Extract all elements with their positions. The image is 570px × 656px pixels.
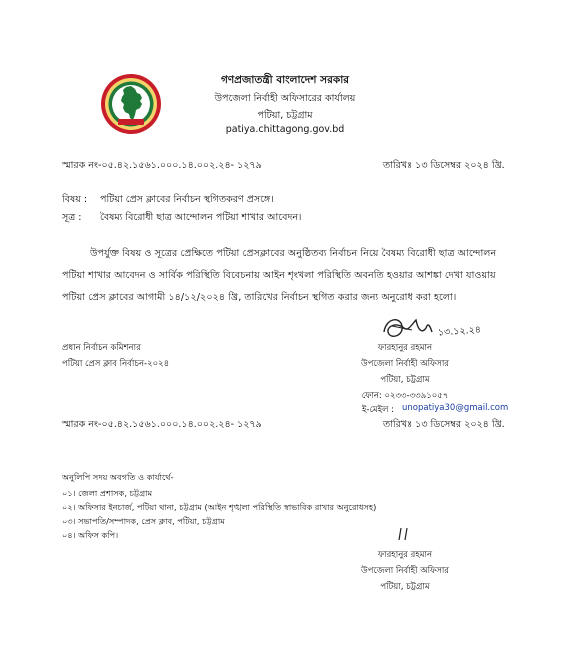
cc-item-2: ০২। অফিসার ইনচার্জ, পটিয়া থানা, চট্টগ্রাম (আইন শৃঙ্খলা পরিস্থিতি স্বাভাবিক রাখার অনুরোধসহ) — [62, 502, 377, 512]
body-line-2: পটিয়া শাখার আবেদন ও সার্বিক পরিস্থিতি বিবেচনায় আইন শৃংখলা পরিস্থিতি অবনতি হওয়ার আশঙ্কা দেখা যাওয়ায় — [62, 270, 496, 281]
website-link[interactable]: patiya.chittagong.gov.bd — [225, 124, 345, 135]
body-line-1: উপর্যুক্ত বিষয় ও সূত্রের প্রেক্ষিতে পটিয়া প্রেসক্লাবের অনুষ্ঠিতব্য নির্বাচন নিয়ে বৈষম্য বিরোধী ছাত্র আন্দোলন — [90, 248, 497, 259]
signature-date: ১৩.১২.২৪ — [437, 324, 482, 339]
email-label: ই-মেইল : — [362, 405, 394, 415]
cc-item-3: ০৩। সভাপতি/সম্পাদক, প্রেস ক্লাব, পটিয়া, চট্টগ্রাম — [62, 516, 225, 526]
body-line-3: পটিয়া প্রেস ক্লাবের আগামী ১৪/১২/২০২৪ খ্রি, তারিখের নির্বাচন স্থগিত করার জন্য অনুরোধ করা হলো। — [62, 292, 457, 303]
government-name: গণপ্রজাতন্ত্রী বাংলাদেশ সরকার — [220, 74, 350, 86]
cc-item-4: ০৪। অফিস কপি। — [62, 530, 119, 540]
recipient-org: পটিয়া প্রেস ক্লাব নির্বাচন-২০২৪ — [62, 359, 170, 369]
subject-text: পটিয়া প্রেস ক্লাবের নির্বাচন স্থগিতকরণ প্রসঙ্গে। — [100, 194, 274, 205]
memo2-date: তারিখঃ ১৩ ডিসেম্বর ২০২৪ খ্রি. — [383, 419, 505, 430]
signatory-location: পটিয়া, চট্টগ্রাম — [380, 375, 430, 385]
signatory-phone: ফোন: ০২৩৩-৩৩৯১০৫৭ — [361, 391, 449, 401]
source-label: সূত্র : — [62, 212, 82, 223]
memo2-reference: স্মারক নং-০৫.৪২.১৫৬১.০০০.১৪.০০২.২৪- ১২৭৯ — [62, 419, 262, 430]
source-text: বৈষম্য বিরোধী ছাত্র আন্দোলন পটিয়া শাখার আবেদন। — [100, 212, 302, 223]
initial-signature — [395, 526, 415, 542]
memo-reference: স্মারক নং-০৫.৪২.১৫৬১.০০০.১৪.০০২.২৪- ১২৭৯ — [62, 160, 262, 171]
memo-date: তারিখঃ ১৩ ডিসেম্বর ২০২৪ খ্রি. — [383, 160, 505, 171]
office-location: পটিয়া, চট্টগ্রাম — [257, 110, 313, 121]
office-name: উপজেলা নির্বাহী অফিসারের কার্যালয় — [214, 93, 356, 104]
cc-heading: অনুলিপি সদয় অবগতি ও কার্যার্থে- — [62, 472, 174, 482]
subject-label: বিষয় : — [62, 194, 88, 205]
email-link[interactable]: unopatiya30@gmail.com — [402, 403, 509, 413]
cc-item-1: ০১। জেলা প্রশাসক, চট্টগ্রাম — [62, 488, 153, 498]
signatory2-name: ফারহানুর রহমান — [377, 550, 433, 560]
signatory-designation: উপজেলা নির্বাহী অফিসার — [361, 359, 449, 369]
signatory2-location: পটিয়া, চট্টগ্রাম — [380, 582, 430, 592]
signatory2-designation: উপজেলা নির্বাহী অফিসার — [361, 566, 449, 576]
recipient-title: প্রধান নির্বাচন কমিশনার — [62, 343, 141, 353]
signatory-name: ফারহানুর রহমান — [377, 343, 433, 353]
